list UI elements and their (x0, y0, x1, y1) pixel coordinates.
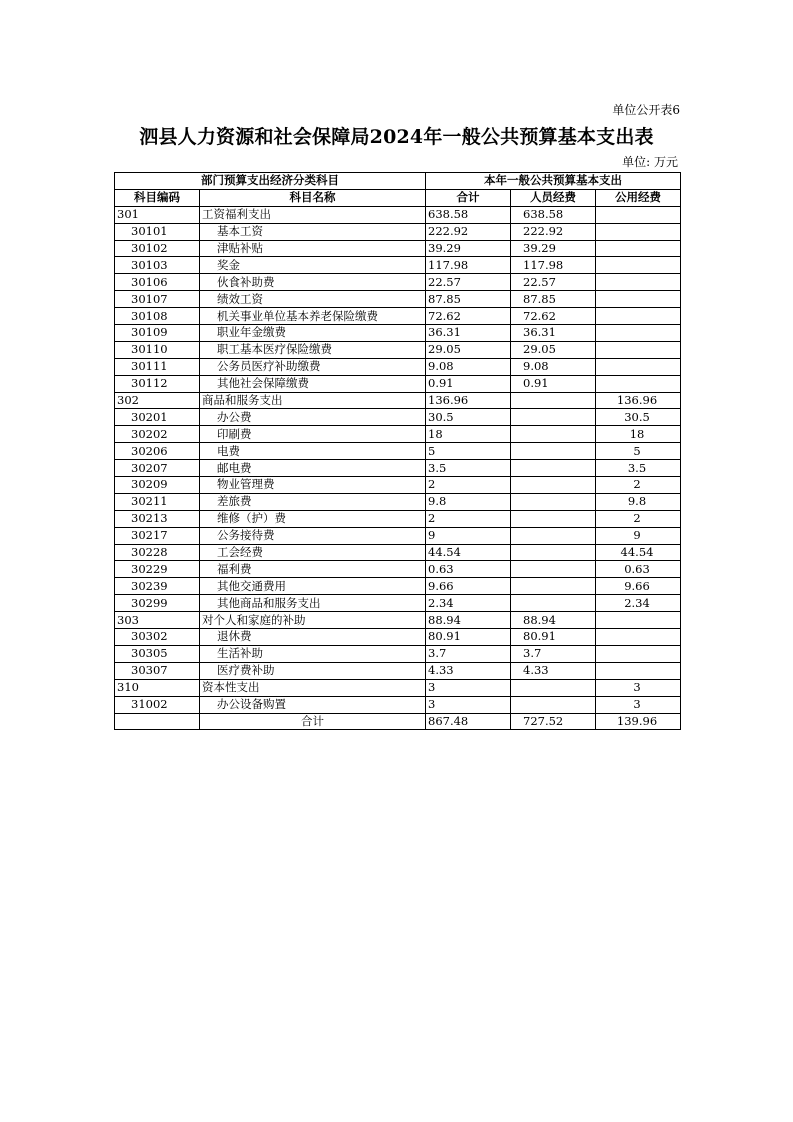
row-public (596, 358, 681, 375)
row-personnel: 0.91 (511, 375, 596, 392)
unit-label: 单位: 万元 (622, 155, 678, 169)
table-row (115, 493, 681, 510)
total-row-code-cell (115, 713, 200, 730)
row-total: 2.34 (426, 595, 511, 612)
row-personnel (511, 460, 596, 477)
row-personnel (511, 679, 596, 696)
row-public (596, 274, 681, 291)
row-total: 2 (426, 477, 511, 494)
row-public: 18 (596, 426, 681, 443)
row-personnel (511, 477, 596, 494)
row-name: 印刷费 (200, 426, 426, 443)
row-code: 30101 (115, 223, 200, 240)
row-personnel (511, 493, 596, 510)
row-personnel: 638.58 (511, 206, 596, 223)
row-total: 9.66 (426, 578, 511, 595)
row-personnel (511, 561, 596, 578)
table-row (115, 645, 681, 662)
group-header-row (115, 173, 681, 190)
table-row (115, 426, 681, 443)
row-personnel (511, 443, 596, 460)
row-total: 88.94 (426, 612, 511, 629)
row-public: 3 (596, 679, 681, 696)
row-public (596, 375, 681, 392)
table-row (115, 325, 681, 342)
row-name: 职工基本医疗保险缴费 (200, 341, 426, 358)
row-personnel (511, 595, 596, 612)
row-name: 公务员医疗补助缴费 (200, 358, 426, 375)
total-row-total: 867.48 (426, 713, 511, 730)
row-total: 0.63 (426, 561, 511, 578)
row-public (596, 629, 681, 646)
table-row (115, 629, 681, 646)
row-code: 30229 (115, 561, 200, 578)
row-code: 30111 (115, 358, 200, 375)
group-header-expenditure: 本年一般公共预算基本支出 (426, 173, 681, 190)
row-code: 30110 (115, 341, 200, 358)
table-row (115, 477, 681, 494)
row-personnel: 4.33 (511, 662, 596, 679)
table-row (115, 510, 681, 527)
row-personnel (511, 696, 596, 713)
row-public (596, 223, 681, 240)
row-code: 30112 (115, 375, 200, 392)
row-total: 36.31 (426, 325, 511, 342)
row-name: 生活补助 (200, 645, 426, 662)
row-public (596, 240, 681, 257)
row-name: 津贴补贴 (200, 240, 426, 257)
row-code: 30228 (115, 544, 200, 561)
table-body (115, 206, 681, 713)
row-code: 302 (115, 392, 200, 409)
row-name: 工资福利支出 (200, 206, 426, 223)
row-code: 31002 (115, 696, 200, 713)
row-name: 其他社会保障缴费 (200, 375, 426, 392)
row-public (596, 612, 681, 629)
row-total: 3.7 (426, 645, 511, 662)
table-label: 单位公开表6 (612, 103, 680, 117)
total-row-public: 139.96 (596, 713, 681, 730)
row-personnel (511, 544, 596, 561)
table-row (115, 341, 681, 358)
column-header-code: 科目编码 (115, 189, 200, 206)
table-row (115, 443, 681, 460)
row-code: 30201 (115, 409, 200, 426)
table-row (115, 460, 681, 477)
row-name: 工会经费 (200, 544, 426, 561)
row-total: 18 (426, 426, 511, 443)
table-row (115, 206, 681, 223)
row-name: 退休费 (200, 629, 426, 646)
row-name: 电费 (200, 443, 426, 460)
row-code: 30102 (115, 240, 200, 257)
row-public: 136.96 (596, 392, 681, 409)
row-total: 9.08 (426, 358, 511, 375)
table-row (115, 679, 681, 696)
row-total: 5 (426, 443, 511, 460)
row-name: 办公费 (200, 409, 426, 426)
row-code: 301 (115, 206, 200, 223)
column-header-personnel: 人员经费 (511, 189, 596, 206)
row-total: 44.54 (426, 544, 511, 561)
row-public (596, 341, 681, 358)
row-total: 22.57 (426, 274, 511, 291)
row-public (596, 257, 681, 274)
row-public (596, 325, 681, 342)
row-public (596, 308, 681, 325)
row-public: 2 (596, 477, 681, 494)
row-total: 3 (426, 696, 511, 713)
table-row (115, 257, 681, 274)
table-row (115, 662, 681, 679)
row-name: 机关事业单位基本养老保险缴费 (200, 308, 426, 325)
total-row (115, 713, 681, 730)
row-name: 邮电费 (200, 460, 426, 477)
row-total: 0.91 (426, 375, 511, 392)
group-header-classification: 部门预算支出经济分类科目 (115, 173, 426, 190)
row-public: 44.54 (596, 544, 681, 561)
row-code: 30109 (115, 325, 200, 342)
row-total: 222.92 (426, 223, 511, 240)
table-row (115, 358, 681, 375)
row-code: 303 (115, 612, 200, 629)
row-public: 2 (596, 510, 681, 527)
table-row (115, 595, 681, 612)
row-name: 福利费 (200, 561, 426, 578)
row-name: 资本性支出 (200, 679, 426, 696)
row-name: 基本工资 (200, 223, 426, 240)
row-personnel: 222.92 (511, 223, 596, 240)
row-total: 30.5 (426, 409, 511, 426)
row-public: 30.5 (596, 409, 681, 426)
row-public: 0.63 (596, 561, 681, 578)
row-total: 3 (426, 679, 511, 696)
row-personnel (511, 527, 596, 544)
budget-table (114, 172, 681, 730)
row-personnel: 87.85 (511, 291, 596, 308)
table-row (115, 291, 681, 308)
total-row-label: 合计 (200, 713, 426, 730)
row-personnel: 22.57 (511, 274, 596, 291)
row-name: 绩效工资 (200, 291, 426, 308)
table-row (115, 375, 681, 392)
row-code: 30209 (115, 477, 200, 494)
row-name: 奖金 (200, 257, 426, 274)
row-name: 伙食补助费 (200, 274, 426, 291)
row-personnel (511, 392, 596, 409)
row-code: 30217 (115, 527, 200, 544)
table-row (115, 392, 681, 409)
row-code: 30211 (115, 493, 200, 510)
row-code: 310 (115, 679, 200, 696)
row-code: 30302 (115, 629, 200, 646)
table-row (115, 696, 681, 713)
row-public: 2.34 (596, 595, 681, 612)
table-row (115, 527, 681, 544)
row-personnel (511, 426, 596, 443)
table-row (115, 223, 681, 240)
row-personnel: 72.62 (511, 308, 596, 325)
row-personnel (511, 578, 596, 595)
row-personnel: 88.94 (511, 612, 596, 629)
row-total: 72.62 (426, 308, 511, 325)
row-code: 30307 (115, 662, 200, 679)
row-code: 30202 (115, 426, 200, 443)
row-total: 87.85 (426, 291, 511, 308)
row-name: 差旅费 (200, 493, 426, 510)
row-total: 39.29 (426, 240, 511, 257)
row-code: 30239 (115, 578, 200, 595)
column-header-public: 公用经费 (596, 189, 681, 206)
row-public (596, 206, 681, 223)
row-code: 30108 (115, 308, 200, 325)
row-name: 办公设备购置 (200, 696, 426, 713)
row-code: 30299 (115, 595, 200, 612)
row-personnel: 39.29 (511, 240, 596, 257)
row-code: 30213 (115, 510, 200, 527)
table-row (115, 274, 681, 291)
row-name: 医疗费补助 (200, 662, 426, 679)
row-code: 30103 (115, 257, 200, 274)
page-title: 泗县人力资源和社会保障局2024年一般公共预算基本支出表 (139, 126, 654, 148)
row-public: 3 (596, 696, 681, 713)
row-personnel (511, 409, 596, 426)
row-total: 117.98 (426, 257, 511, 274)
table-row (115, 578, 681, 595)
row-name: 维修（护）费 (200, 510, 426, 527)
table-row (115, 240, 681, 257)
row-personnel: 117.98 (511, 257, 596, 274)
column-header-total: 合计 (426, 189, 511, 206)
row-total: 638.58 (426, 206, 511, 223)
row-public: 9.66 (596, 578, 681, 595)
row-total: 3.5 (426, 460, 511, 477)
row-code: 30107 (115, 291, 200, 308)
row-public: 9.8 (596, 493, 681, 510)
row-public (596, 645, 681, 662)
row-personnel: 80.91 (511, 629, 596, 646)
table-row (115, 561, 681, 578)
row-code: 30206 (115, 443, 200, 460)
row-personnel (511, 510, 596, 527)
row-total: 9.8 (426, 493, 511, 510)
row-public (596, 662, 681, 679)
row-total: 29.05 (426, 341, 511, 358)
row-name: 商品和服务支出 (200, 392, 426, 409)
row-personnel: 3.7 (511, 645, 596, 662)
row-name: 其他交通费用 (200, 578, 426, 595)
row-total: 9 (426, 527, 511, 544)
row-total: 136.96 (426, 392, 511, 409)
row-name: 对个人和家庭的补助 (200, 612, 426, 629)
row-code: 30305 (115, 645, 200, 662)
row-public (596, 291, 681, 308)
row-public: 3.5 (596, 460, 681, 477)
row-public: 9 (596, 527, 681, 544)
row-personnel: 29.05 (511, 341, 596, 358)
row-personnel: 9.08 (511, 358, 596, 375)
row-total: 4.33 (426, 662, 511, 679)
table-row (115, 612, 681, 629)
row-personnel: 36.31 (511, 325, 596, 342)
row-total: 80.91 (426, 629, 511, 646)
column-header-row (115, 189, 681, 206)
row-public: 5 (596, 443, 681, 460)
table-row (115, 409, 681, 426)
table-row (115, 308, 681, 325)
row-code: 30106 (115, 274, 200, 291)
total-row-personnel: 727.52 (511, 713, 596, 730)
row-name: 公务接待费 (200, 527, 426, 544)
row-name: 其他商品和服务支出 (200, 595, 426, 612)
row-total: 2 (426, 510, 511, 527)
row-code: 30207 (115, 460, 200, 477)
row-name: 职业年金缴费 (200, 325, 426, 342)
row-name: 物业管理费 (200, 477, 426, 494)
table-row (115, 544, 681, 561)
column-header-name: 科目名称 (200, 189, 426, 206)
